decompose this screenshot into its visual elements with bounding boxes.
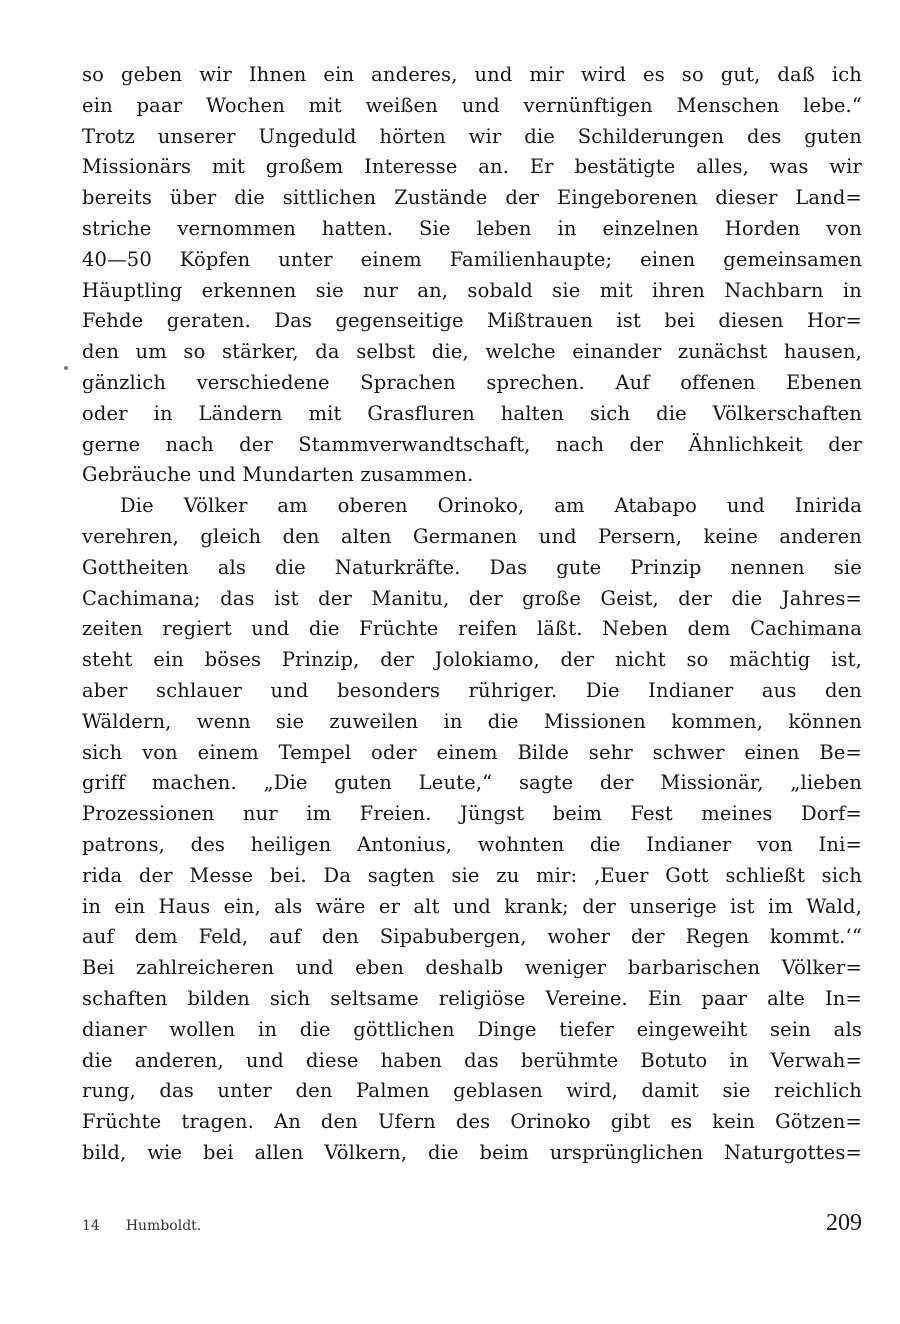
text-line: Trotz unserer Ungeduld hörten wir die Schilderungen des guten	[82, 124, 862, 148]
text-line: griff machen. „Die guten Leute,“ sagte der Missionär, „lieben	[82, 771, 862, 795]
text-line: verehren, gleich den alten Germanen und Persern, keine anderen	[82, 524, 862, 548]
text-line: Häuptling erkennen sie nur an, sobald sie mit ihren Nachbarn in	[82, 278, 862, 302]
text-line: schaften bilden sich seltsame religiöse Vereine. Ein paar alte In=	[82, 986, 862, 1010]
text-line: steht ein böses Prinzip, der Jolokiamo, der nicht so mächtig ist,	[82, 648, 862, 672]
text-line: dianer wollen in die göttlichen Dinge tiefer eingeweiht sein als	[82, 1017, 862, 1041]
text-line: Gottheiten als die Naturkräfte. Das gute Prinzip nennen sie	[82, 555, 862, 579]
paragraph-2	[82, 491, 862, 1169]
text-line: gerne nach der Stammverwandtschaft, nach der Ähnlichkeit der	[82, 432, 862, 456]
page-number: 209	[826, 1210, 862, 1236]
text-line: in ein Haus ein, als wäre er alt und krank; der unserige ist im Wald,	[82, 894, 862, 918]
text-line: rung, das unter den Palmen geblasen wird, damit sie reichlich	[82, 1079, 862, 1103]
text-line: die anderen, und diese haben das berühmte Botuto in Verwah=	[82, 1048, 862, 1072]
text-line: patrons, des heiligen Antonius, wohnten die Indianer von Ini=	[82, 832, 862, 856]
text-line: Früchte tragen. An den Ufern des Orinoko gibt es kein Götzen=	[82, 1110, 862, 1134]
text-line: Missionärs mit großem Interesse an. Er bestätigte alles, was wir	[82, 155, 862, 179]
text-block	[82, 60, 862, 1169]
text-line: striche vernommen hatten. Sie leben in einzelnen Horden von	[82, 216, 862, 240]
text-line: 40—50 Köpfen unter einem Familienhaupte; einen gemeinsamen	[82, 247, 862, 271]
text-line: bereits über die sittlichen Zustände der Eingeborenen dieser Land=	[82, 186, 862, 210]
text-line: auf dem Feld, auf den Sipabubergen, woher der Regen kommt.‘“	[82, 925, 862, 949]
text-line: Fehde geraten. Das gegenseitige Mißtrauen ist bei diesen Hor=	[82, 309, 862, 333]
margin-dot	[64, 366, 68, 370]
text-line: ein paar Wochen mit weißen und vernünftigen Menschen lebe.“	[82, 93, 862, 117]
text-line: gänzlich verschiedene Sprachen sprechen. Auf offenen Ebenen	[82, 370, 862, 394]
text-line: Gebräuche und Mundarten zusammen.	[82, 463, 474, 487]
text-line: Die Völker am oberen Orinoko, am Atabapo und Inirida	[120, 494, 862, 518]
text-line: so geben wir Ihnen ein anderes, und mir wird es so gut, daß ich	[82, 63, 862, 86]
signature-name: Humboldt.	[125, 1218, 202, 1234]
text-line: Wäldern, wenn sie zuweilen in die Missionen kommen, können	[82, 709, 862, 733]
signature-number: 14	[82, 1218, 100, 1234]
text-line: zeiten regiert und die Früchte reifen läßt. Neben dem Cachimana	[82, 617, 862, 641]
text-line: Prozessionen nur im Freien. Jüngst beim Fest meines Dorf=	[82, 802, 862, 826]
text-line: Bei zahlreicheren und eben deshalb weniger barbarischen Völker=	[82, 956, 862, 980]
text-line: sich von einem Tempel oder einem Bilde sehr schwer einen Be=	[82, 740, 862, 764]
printer-signature	[82, 1218, 201, 1234]
text-line: aber schlauer und besonders rühriger. Die Indianer aus den	[82, 678, 862, 702]
text-line: bild, wie bei allen Völkern, die beim ursprünglichen Naturgottes=	[82, 1140, 862, 1164]
text-line: rida der Messe bei. Da sagten sie zu mir: ‚Euer Gott schließt sich	[82, 863, 862, 887]
text-line: oder in Ländern mit Grasfluren halten sich die Völkerschaften	[82, 401, 862, 425]
paragraph-1	[82, 60, 862, 491]
text-line: Cachimana; das ist der Manitu, der große Geist, der die Jahres=	[82, 586, 862, 610]
text-line: den um so stärker, da selbst die, welche einander zunächst hausen,	[82, 340, 862, 364]
page-footer	[82, 1210, 862, 1242]
